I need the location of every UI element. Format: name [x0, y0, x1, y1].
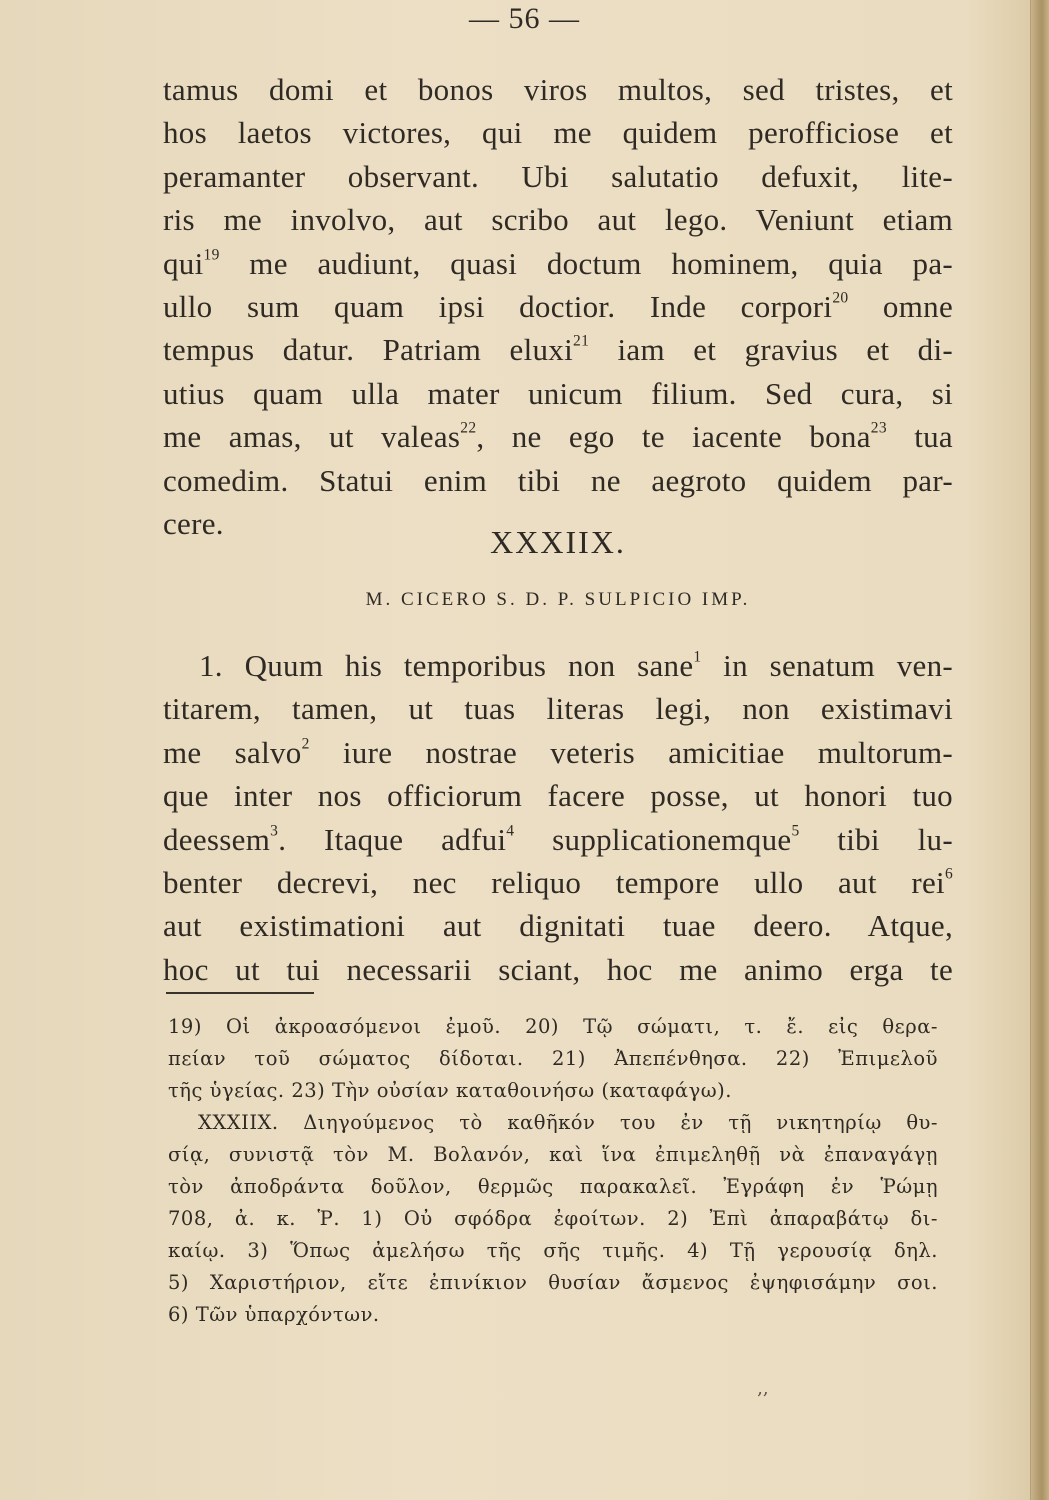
footnote-line: 6) Τῶν ὑπαρχόντων.: [168, 1303, 380, 1326]
main-text-line: ullo sum quam ipsi doctior. Inde corpori$^{20}$ omne: [163, 288, 954, 324]
footnote-ref: 2: [301, 735, 310, 753]
main-text-line: peramanter observant. Ubi salutatio defuxit, lite-: [163, 158, 953, 194]
page-edge: [1030, 0, 1049, 1500]
footnote-line: 5) Χαριστήριον, εἴτε ἐπινίκιον θυσίαν ἄσμενος ἐψηφισάμην σοι.: [168, 1271, 938, 1294]
letter-text: [163, 644, 953, 991]
footnote-ref: 5: [791, 821, 800, 839]
footnote-ref: 20: [832, 289, 849, 307]
footnote-line: XXXIIX. Διηγούμενος τὸ καθῆκόν του ἐν τῇ νικητηρίῳ θυ-: [198, 1111, 938, 1134]
footnote-ref: 1: [693, 648, 702, 666]
footnotes: [168, 1011, 938, 1331]
letter-text-line: me salvo$^2$ iure nostrae veteris amicitiae multorum-: [163, 734, 953, 770]
footnote-line: τῆς ὑγείας. 23) Τὴν οὐσίαν καταθοινήσω (καταφάγω).: [168, 1079, 732, 1102]
letter-text-line: aut existimationi aut dignitati tuae deero. Atque,: [163, 908, 953, 944]
letter-text-line: deessem$^3$. Itaque adfui$^4$ supplicationemque$^5$ tibi lu-: [163, 821, 953, 857]
letter-text-line: benter decrevi, nec reliquo tempore ullo aut rei$^6$: [163, 864, 953, 900]
footnote-line: 708, ἀ. κ. Ῥ. 1) Οὐ σφόδρα ἐφοίτων. 2) Ἐπὶ ἀπαραβάτῳ δι-: [168, 1207, 938, 1230]
footnote-line: τὸν ἀποδράντα δοῦλον, θερμῶς παρακαλεῖ. Ἐγράφη ἐν Ῥώμῃ: [168, 1175, 938, 1198]
main-text: [163, 68, 953, 545]
footnote-ref: 3: [270, 821, 279, 839]
footnote-ref: 19: [203, 245, 220, 263]
footnote-ref: 4: [506, 821, 515, 839]
footnote-line: 19) Οἱ ἀκροασόμενοι ἐμοῦ. 20) Τῷ σώματι, τ. ἔ. εἰς θερα-: [168, 1015, 938, 1038]
letter-text-line: que inter nos officiorum facere posse, ut honori tuo: [163, 778, 953, 814]
footnote-divider: [166, 992, 314, 994]
footnote-ref: 22: [460, 419, 477, 437]
footnote-line: σίᾳ, συνιστᾷ τὸν Μ. Βολανόν, καὶ ἵνα ἐπιμεληθῇ νὰ ἐπαναγάγῃ: [168, 1143, 938, 1166]
stray-mark: ‚‚: [757, 1378, 769, 1399]
letter-salutation: M. CICERO S. D. P. SULPICIO IMP.: [365, 589, 751, 610]
footnote-ref: 23: [870, 419, 887, 437]
main-text-line: cere.: [163, 505, 224, 541]
letter-text-line: hoc ut tui necessarii sciant, hoc me animo erga te: [163, 951, 953, 987]
footnote-line: πείαν τοῦ σώματος δίδοται. 21) Ἀπεπένθησα. 22) Ἐπιμελοῦ: [168, 1047, 938, 1070]
main-text-line: hos laetos victores, qui me quidem perofficiose et: [163, 115, 953, 151]
main-text-line: tamus domi et bonos viros multos, sed tristes, et: [163, 72, 953, 107]
page-number: — 56 —: [469, 2, 580, 35]
main-text-line: utius quam ulla mater unicum filium. Sed cura, si: [163, 375, 953, 411]
main-text-line: comedim. Statui enim tibi ne aegroto quidem par-: [163, 462, 953, 498]
letter-text-line: titarem, tamen, ut tuas literas legi, non existimavi: [163, 691, 953, 727]
footnote-ref: 6: [944, 865, 953, 883]
main-text-line: me amas, ut valeas$^{22}$, ne ego te iacente bona$^{23}$ tua: [163, 419, 953, 455]
chapter-heading: XXXIIX.: [490, 524, 626, 560]
letter-text-line: 1. Quum his temporibus non sane$^1$ in senatum ven-: [199, 648, 953, 683]
main-text-line: tempus datur. Patriam eluxi$^{21}$ iam et gravius et di-: [163, 332, 954, 368]
main-text-line: ris me involvo, aut scribo aut lego. Veniunt etiam: [163, 202, 953, 238]
footnote-ref: 21: [573, 332, 590, 350]
footnote-line: καίῳ. 3) Ὅπως ἀμελήσω τῆς σῆς τιμῆς. 4) Τῇ γερουσίᾳ δηλ.: [168, 1239, 938, 1262]
main-text-line: qui$^{19}$ me audiunt, quasi doctum hominem, quia pa-: [163, 245, 953, 281]
